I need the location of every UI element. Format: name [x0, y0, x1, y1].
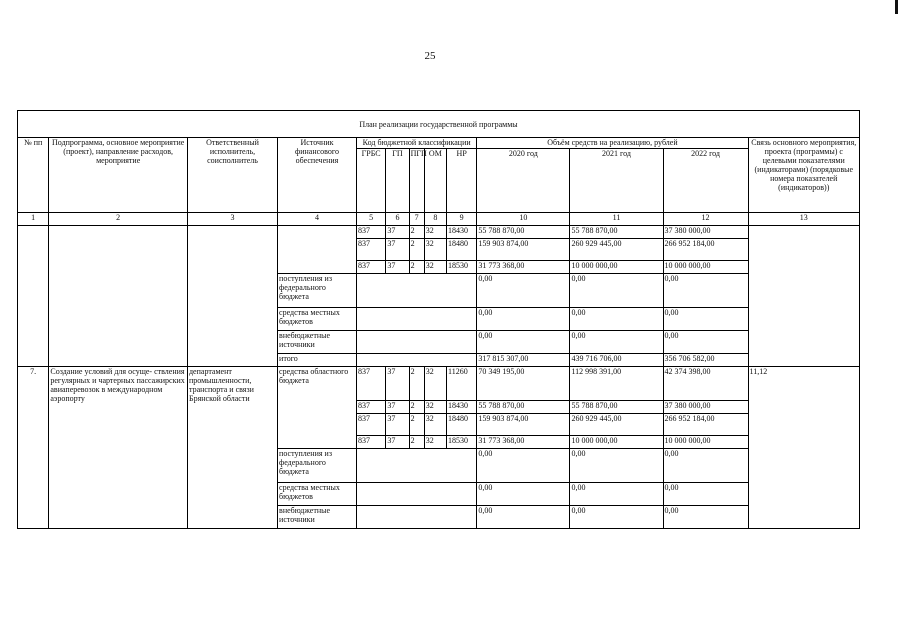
cell-om: 32 — [424, 226, 446, 239]
empty-code-cell — [356, 354, 476, 367]
cell-2020: 317 815 307,00 — [477, 354, 570, 367]
cell-pgp: 2 — [409, 436, 424, 449]
header-2021: 2021 год — [570, 149, 663, 213]
cell-2022: 0,00 — [663, 331, 748, 354]
cell-2020: 55 788 870,00 — [477, 226, 570, 239]
measure-number: 7. — [18, 367, 49, 529]
cell-grbs: 837 — [356, 414, 385, 436]
header-gp: ГП — [386, 149, 409, 213]
cell-2021: 0,00 — [570, 274, 663, 308]
cell-2020: 70 349 195,00 — [477, 367, 570, 401]
empty-code-cell — [356, 308, 476, 331]
cell-2022: 0,00 — [663, 483, 748, 506]
cell-2020: 0,00 — [477, 483, 570, 506]
cell-2021: 55 788 870,00 — [570, 401, 663, 414]
page-number: 25 — [424, 50, 436, 62]
page-edge-mark — [895, 0, 898, 14]
cell-2022: 42 374 398,00 — [663, 367, 748, 401]
cell-2022: 266 952 184,00 — [663, 239, 748, 261]
cell-pgp: 2 — [409, 401, 424, 414]
cell-source: внебюджетные источники — [278, 331, 357, 354]
column-numbers-row — [18, 213, 860, 226]
header-grbs: ГРБС — [356, 149, 385, 213]
cell-2022: 266 952 184,00 — [663, 414, 748, 436]
header-source: Источник финансового обеспечения — [278, 138, 357, 213]
col-number: 11 — [570, 213, 663, 226]
cell-gp: 37 — [386, 239, 409, 261]
cell-2022: 0,00 — [663, 274, 748, 308]
cell-om: 32 — [424, 414, 446, 436]
empty-code-cell — [356, 449, 476, 483]
header-2022: 2022 год — [663, 149, 748, 213]
cell-gp: 37 — [386, 261, 409, 274]
cell-gp: 37 — [386, 414, 409, 436]
cell-2020: 0,00 — [477, 308, 570, 331]
col-number: 5 — [356, 213, 385, 226]
table-row — [18, 226, 860, 239]
col-number: 2 — [49, 213, 188, 226]
cell-om: 32 — [424, 436, 446, 449]
cell-gp: 37 — [386, 367, 409, 401]
cell-source: поступления из федерального бюджета — [278, 449, 357, 483]
col-number: 1 — [18, 213, 49, 226]
header-volume: Объём средств на реализацию, рублей — [477, 138, 748, 149]
cell-link: 11,12 — [748, 367, 859, 529]
cell-gp: 37 — [386, 436, 409, 449]
cell-2021: 10 000 000,00 — [570, 436, 663, 449]
cell-2020: 0,00 — [477, 449, 570, 483]
header-om: ОМ — [424, 149, 446, 213]
cell-2020: 55 788 870,00 — [477, 401, 570, 414]
cell-grbs: 837 — [356, 239, 385, 261]
header-subprogram: Подпрограмма, основное мероприятие (проект), направление расходов, мероприятие — [49, 138, 188, 213]
header-budget-code: Код бюджетной классификации — [356, 138, 476, 149]
cell-2022: 0,00 — [663, 308, 748, 331]
cell-nr: 18530 — [447, 261, 477, 274]
cell-2022: 37 380 000,00 — [663, 226, 748, 239]
col-number: 7 — [409, 213, 424, 226]
col-number: 6 — [386, 213, 409, 226]
cell-grbs: 837 — [356, 367, 385, 401]
empty-cell — [187, 226, 277, 367]
measure-responsible: департамент промышленности, транспорта и связи Брянской области — [187, 367, 277, 529]
empty-code-cell — [356, 483, 476, 506]
empty-cell — [18, 226, 49, 367]
cell-source: средства местных бюджетов — [278, 483, 357, 506]
header-link: Связь основного мероприятия, проекта (программы) с целевыми показателями (индикаторами) (порядковые номера показателей (индикаторов)) — [748, 138, 859, 213]
header-2020: 2020 год — [477, 149, 570, 213]
cell-pgp: 2 — [409, 261, 424, 274]
cell-pgp: 2 — [409, 239, 424, 261]
cell-nr: 18480 — [447, 414, 477, 436]
cell-source: поступления из федерального бюджета — [278, 274, 357, 308]
cell-om: 32 — [424, 401, 446, 414]
cell-2022: 10 000 000,00 — [663, 436, 748, 449]
cell-source: средства местных бюджетов — [278, 308, 357, 331]
empty-code-cell — [356, 506, 476, 529]
cell-2021: 0,00 — [570, 506, 663, 529]
cell-2021: 10 000 000,00 — [570, 261, 663, 274]
cell-om: 32 — [424, 261, 446, 274]
cell-2021: 0,00 — [570, 483, 663, 506]
cell-2020: 31 773 368,00 — [477, 436, 570, 449]
measure-name: Создание условий для осуще- ствления регулярных и чартерных пассажирских авиаперевозок в международном аэропорту — [49, 367, 188, 529]
col-number: 9 — [447, 213, 477, 226]
cell-source: средства областного бюджета — [278, 367, 357, 449]
cell-2020: 0,00 — [477, 274, 570, 308]
empty-code-cell — [356, 331, 476, 354]
cell-nr: 18430 — [447, 401, 477, 414]
header-nr: НР — [447, 149, 477, 213]
col-number: 12 — [663, 213, 748, 226]
cell-2021: 260 929 445,00 — [570, 239, 663, 261]
header-responsible: Ответственный исполнитель, соисполнитель — [187, 138, 277, 213]
cell-2022: 0,00 — [663, 449, 748, 483]
cell-gp: 37 — [386, 401, 409, 414]
cell-grbs: 837 — [356, 401, 385, 414]
cell-grbs: 837 — [356, 436, 385, 449]
cell-nr: 18530 — [447, 436, 477, 449]
cell-2022: 0,00 — [663, 506, 748, 529]
cell-2020: 31 773 368,00 — [477, 261, 570, 274]
cell-2021: 55 788 870,00 — [570, 226, 663, 239]
empty-code-cell — [356, 274, 476, 308]
cell-2021: 112 998 391,00 — [570, 367, 663, 401]
plan-table — [17, 110, 860, 529]
header-num: № пп — [18, 138, 49, 213]
cell-2020: 159 903 874,00 — [477, 239, 570, 261]
cell-2021: 260 929 445,00 — [570, 414, 663, 436]
empty-cell — [49, 226, 188, 367]
table-row — [18, 367, 860, 401]
cell-nr: 18430 — [447, 226, 477, 239]
table-title: План реализации государственной программы — [18, 111, 860, 138]
cell-source: внебюджетные источники — [278, 506, 357, 529]
cell-2021: 0,00 — [570, 308, 663, 331]
col-number: 10 — [477, 213, 570, 226]
col-number: 4 — [278, 213, 357, 226]
cell-2021: 0,00 — [570, 449, 663, 483]
cell-source: итого — [278, 354, 357, 367]
cell-2020: 0,00 — [477, 331, 570, 354]
cell-nr: 18480 — [447, 239, 477, 261]
cell-grbs: 837 — [356, 261, 385, 274]
col-number: 8 — [424, 213, 446, 226]
cell-2020: 0,00 — [477, 506, 570, 529]
empty-cell — [748, 226, 859, 367]
cell-om: 32 — [424, 367, 446, 401]
cell-2020: 159 903 874,00 — [477, 414, 570, 436]
cell-2022: 356 706 582,00 — [663, 354, 748, 367]
cell-2022: 10 000 000,00 — [663, 261, 748, 274]
cell-2021: 439 716 706,00 — [570, 354, 663, 367]
cell-2021: 0,00 — [570, 331, 663, 354]
cell-gp: 37 — [386, 226, 409, 239]
col-number: 13 — [748, 213, 859, 226]
cell-om: 32 — [424, 239, 446, 261]
cell-2022: 37 380 000,00 — [663, 401, 748, 414]
cell-pgp: 2 — [409, 414, 424, 436]
cell-grbs: 837 — [356, 226, 385, 239]
header-pgp: ПГП — [409, 149, 424, 213]
col-number: 3 — [187, 213, 277, 226]
cell-nr: 11260 — [447, 367, 477, 401]
cell-pgp: 2 — [409, 226, 424, 239]
empty-cell — [278, 226, 357, 274]
cell-pgp: 2 — [409, 367, 424, 401]
